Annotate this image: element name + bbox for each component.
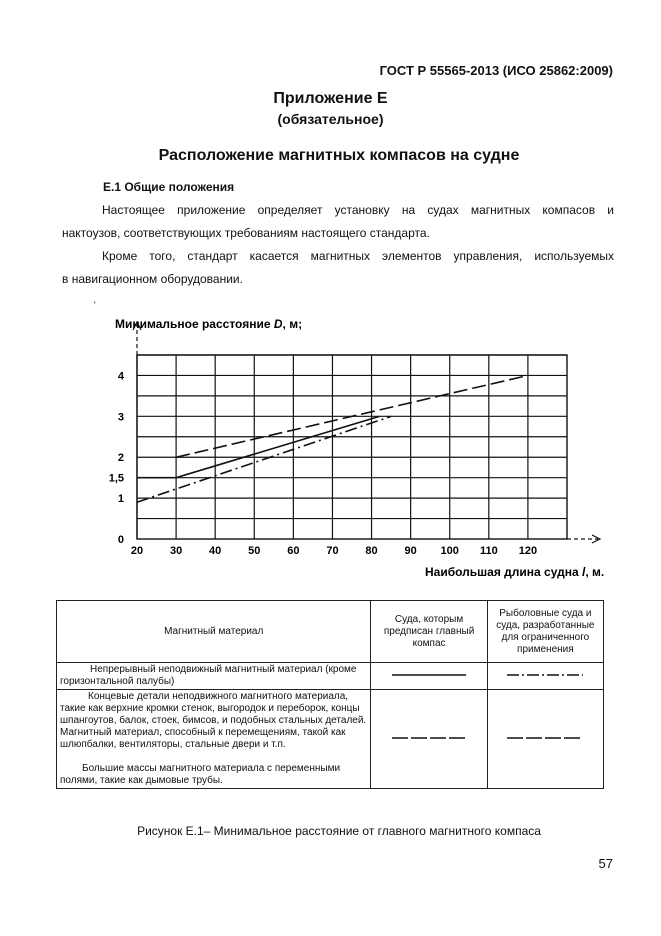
x-tick-label-1: 30	[169, 545, 183, 557]
y-tick-label-3: 2	[117, 452, 124, 465]
row2-material	[57, 690, 371, 789]
document-title: Расположение магнитных компасов на судне	[158, 147, 520, 164]
dashed-line-sample-2	[505, 735, 585, 741]
paragraph-1-line-2: нактоузов, соответствующих требованиям настоящего стандарта.	[62, 226, 430, 240]
x-tick-label-7: 90	[404, 545, 417, 557]
standard-code: ГОСТ Р 55565-2013 (ИСО 25862:2009)	[379, 63, 613, 78]
y-axis-label: Минимальное расстояние D, м;	[115, 317, 303, 331]
x-tick-label-8: 100	[440, 545, 459, 557]
row2-material-text: Концевые детали неподвижного магнитного материала, такие как верхние кромки стенок, выгородок и переборок, концы шпангоутов, балок, стоек, бимсов, и подобных стальных деталей. Магнитный материал, способный к перемещениям, такой как шлюпбалки, вентиляторы, стальные двери и т.п.	[60, 691, 367, 750]
figure-caption: Рисунок Е.1– Минимальное расстояние от главного магнитного компаса	[137, 824, 541, 838]
x-tick-label-9: 110	[479, 545, 498, 557]
series-line-dashdot	[137, 416, 391, 502]
legend-row-continuous	[57, 663, 604, 690]
x-tick-label-2: 40	[209, 545, 222, 557]
x-tick-label-0: 20	[130, 545, 144, 557]
legend-header-row	[57, 601, 604, 663]
header-fishing-ships: Рыболовные суда и суда, разработанные для ограниченного применения	[487, 601, 603, 663]
chart-grid	[137, 355, 567, 539]
y-tick-label-4: 3	[117, 411, 124, 424]
paragraph-1-line-1: Настоящее приложение определяет установку на судах магнитных компасов и	[102, 203, 614, 217]
row1-line-sample-main	[371, 663, 487, 690]
row2-material-extra: Большие массы магнитного материала с переменными полями, такие как дымовые трубы.	[60, 763, 341, 786]
y-tick-label-0: 0	[117, 534, 124, 546]
x-axis-label: Наибольшая длина судна l, м.	[425, 565, 605, 579]
y-tick-label-5: 4	[117, 370, 124, 383]
page-number: 57	[598, 856, 613, 871]
legend-row-end-parts	[57, 690, 604, 789]
x-tick-label-4: 60	[287, 545, 300, 557]
legend-table	[56, 600, 604, 789]
distance-chart	[0, 300, 661, 590]
paragraph-2-line-1: Кроме того, стандарт касается магнитных элементов управления, используемых	[102, 249, 614, 263]
row2-line-sample-fishing	[487, 690, 603, 789]
paragraph-1	[62, 199, 614, 245]
x-tick-label-3: 50	[248, 545, 261, 557]
stray-mark: '	[94, 300, 96, 310]
row1-material: Непрерывный неподвижный магнитный материал (кроме горизонтальной палубы)	[57, 663, 371, 690]
x-tick-label-10: 120	[518, 545, 538, 557]
y-tick-label-1: 1	[117, 493, 124, 506]
x-tick-label-6: 80	[365, 545, 378, 557]
series-line-solid	[137, 416, 379, 477]
x-tick-label-5: 70	[326, 545, 339, 557]
appendix-title: Приложение Е	[273, 90, 388, 107]
solid-line-sample	[390, 672, 468, 678]
paragraph-2-line-2: в навигационном оборудовании.	[62, 272, 243, 286]
header-main-compass-ships: Суда, которым предписан главный компас	[371, 601, 487, 663]
dashdot-line-sample	[505, 672, 585, 678]
paragraph-2	[62, 245, 614, 291]
dashed-line-sample	[390, 735, 468, 741]
chart-tick-labels	[109, 370, 537, 557]
row2-line-sample-main	[371, 690, 487, 789]
section-heading: Е.1 Общие положения	[103, 180, 235, 194]
y-tick-label-2: 1,5	[108, 472, 124, 485]
plot-frame	[137, 355, 567, 539]
header-material: Магнитный материал	[57, 601, 371, 663]
appendix-status: (обязательное)	[277, 111, 384, 127]
row1-line-sample-fishing	[487, 663, 603, 690]
